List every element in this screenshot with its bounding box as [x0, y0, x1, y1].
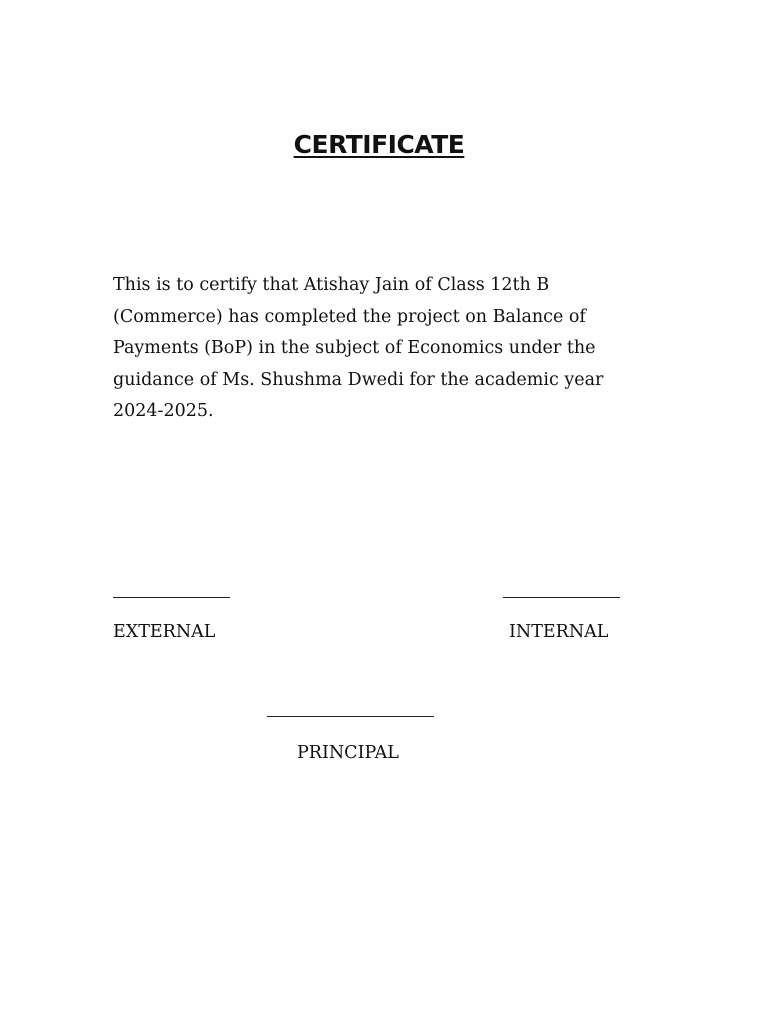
external-signature-label: EXTERNAL — [113, 622, 216, 642]
certificate-body-text: This is to certify that Atishay Jain of Class 12th B (Commerce) has completed the project on Balance of Payments (BoP) in the subject of Economics under the guidance of Ms. Shushma Dwedi for the academic year 2024-2025. — [113, 275, 604, 421]
internal-signature-line — [503, 597, 620, 598]
internal-signature-label: INTERNAL — [509, 622, 609, 642]
certificate-title: CERTIFICATE — [293, 130, 465, 159]
principal-signature-line — [267, 716, 434, 717]
external-signature-line — [113, 597, 230, 598]
principal-signature-label: PRINCIPAL — [297, 743, 399, 763]
